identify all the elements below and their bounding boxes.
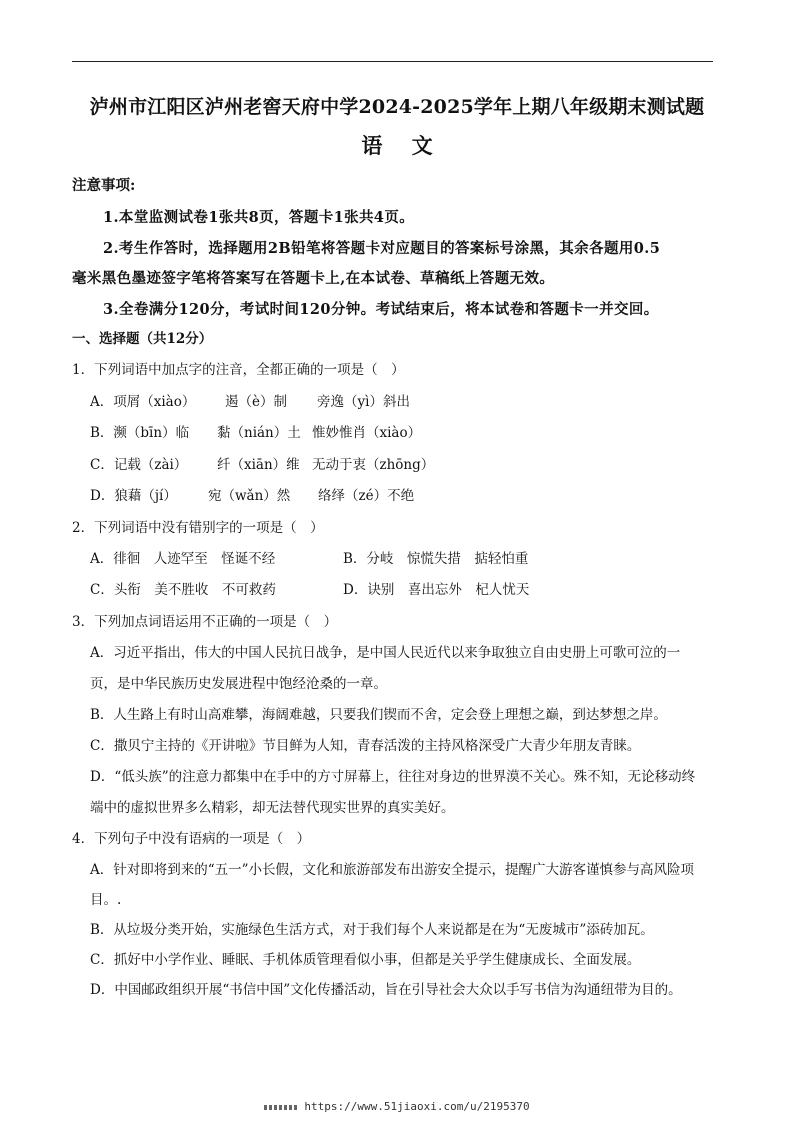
question-4-option-a: A．针对即将到来的“五一”小长假，文化和旅游部发布出游安全提示，提醒广大游客谨慎参与高风险项 — [90, 862, 695, 878]
option-part: 旁逸（yì）斜出 — [317, 394, 410, 410]
option-part: 宛（wǎn）然 — [208, 488, 291, 504]
option-part: A．项屑（xiào） — [90, 394, 196, 410]
option-part: 纤（xiān）维 — [217, 457, 300, 473]
question-1-option-b — [90, 421, 421, 441]
question-2-option-d: D．诀别 喜出忘外 杞人忧天 — [343, 582, 530, 598]
question-1-stem: 1．下列词语中加点字的注音，全都正确的一项是（ ） — [72, 362, 405, 378]
question-2-option-b: B．分岐 惊慌失措 掂轻怕重 — [343, 551, 529, 567]
question-1-option-a — [90, 390, 410, 410]
question-4-option-c: C．抓好中小学作业、睡眠、手机体质管理看似小事，但都是关乎学生健康成长、全面发展。 — [90, 952, 641, 968]
question-3-stem: 3．下列加点词语运用不正确的一项是（ ） — [72, 614, 338, 630]
option-part: B．濒（bīn）临 — [90, 425, 190, 441]
footer-url[interactable]: https://www.51jiaoxi.com/u/2195370 — [304, 1100, 530, 1113]
question-2-stem: 2．下列词语中没有错别字的一项是（ ） — [72, 520, 324, 536]
question-3-option-d-continued: 端中的虚拟世界多么精彩，却无法替代现实世界的真实美好。 — [90, 800, 455, 816]
question-3-option-d: D．“低头族”的注意力都集中在手中的方寸屏幕上，往往对身边的世界漠不关心。殊不知，无论移动终 — [90, 769, 696, 785]
option-part: 黏（nián）土 — [217, 425, 301, 441]
option-part: 络绎（zé）不绝 — [318, 488, 415, 504]
question-4-stem: 4．下列句子中没有语病的一项是（ ） — [72, 831, 311, 847]
question-2-option-c: C．头衔 美不胜收 不可救药 — [90, 582, 276, 598]
section-heading: 一、选择题（共12分） — [72, 331, 213, 347]
question-1-option-d — [90, 484, 414, 504]
footer-logo-icon — [264, 1105, 298, 1110]
option-part: 遏（è）制 — [225, 394, 287, 410]
option-part: 无动于衷（zhōng） — [312, 457, 435, 473]
option-part: D．狼藉（jí） — [90, 488, 177, 504]
subject-title: 语 文 — [361, 133, 433, 158]
note-item-1: 1.本堂监测试卷1张共8页，答题卡1张共4页。 — [103, 209, 415, 226]
question-4-option-a-continued: 目。. — [90, 892, 122, 908]
footer — [0, 1100, 794, 1113]
option-part: 惟妙惟肖（xiào） — [312, 425, 422, 441]
notes-heading: 注意事项: — [72, 177, 136, 194]
question-3-option-a-continued: 页，是中华民族历史发展进程中饱经沧桑的一章。 — [90, 676, 387, 692]
question-4-option-b: B．从垃圾分类开始，实施绿色生活方式，对于我们每个人来说都是在为“无废城市”添砖加瓦。 — [90, 922, 654, 938]
note-item-2: 2.考生作答时，选择题用2B铅笔将答题卡对应题目的答案标号涂黑，其余各题用0.5 — [103, 240, 661, 257]
question-3-option-b: B．人生路上有时山高难攀，海阔难越，只要我们锲而不舍，定会登上理想之巅，到达梦想之岸。 — [90, 707, 667, 723]
question-4-option-d: D．中国邮政组织开展“书信中国”文化传播活动，旨在引导社会大众以手写书信为沟通纽带为目的。 — [90, 982, 682, 998]
question-2-option-a: A．徘徊 人迹罕至 怪诞不经 — [90, 551, 276, 567]
note-item-2-continued: 毫米黑色墨迹签字笔将答案写在答题卡上,在本试卷、草稿纸上答题无效。 — [72, 270, 555, 287]
note-item-3: 3.全卷满分120分，考试时间120分钟。考试结束后，将本试卷和答题卡一并交回。 — [103, 301, 659, 318]
question-3-option-a: A．习近平指出，伟大的中国人民抗日战争，是中国人民近代以来争取独立自由史册上可歌可泣的一 — [90, 645, 681, 661]
exam-title: 泸州市江阳区泸州老窖天府中学2024-2025学年上期八年级期末测试题 — [89, 96, 705, 118]
question-3-option-c: C．撒贝宁主持的《开讲啦》节目鲜为人知，青春活泼的主持风格深受广大青少年朋友青睐。 — [90, 738, 641, 754]
top-divider — [72, 61, 713, 62]
question-1-option-c — [90, 453, 434, 473]
option-part: C．记载（zài） — [90, 457, 188, 473]
